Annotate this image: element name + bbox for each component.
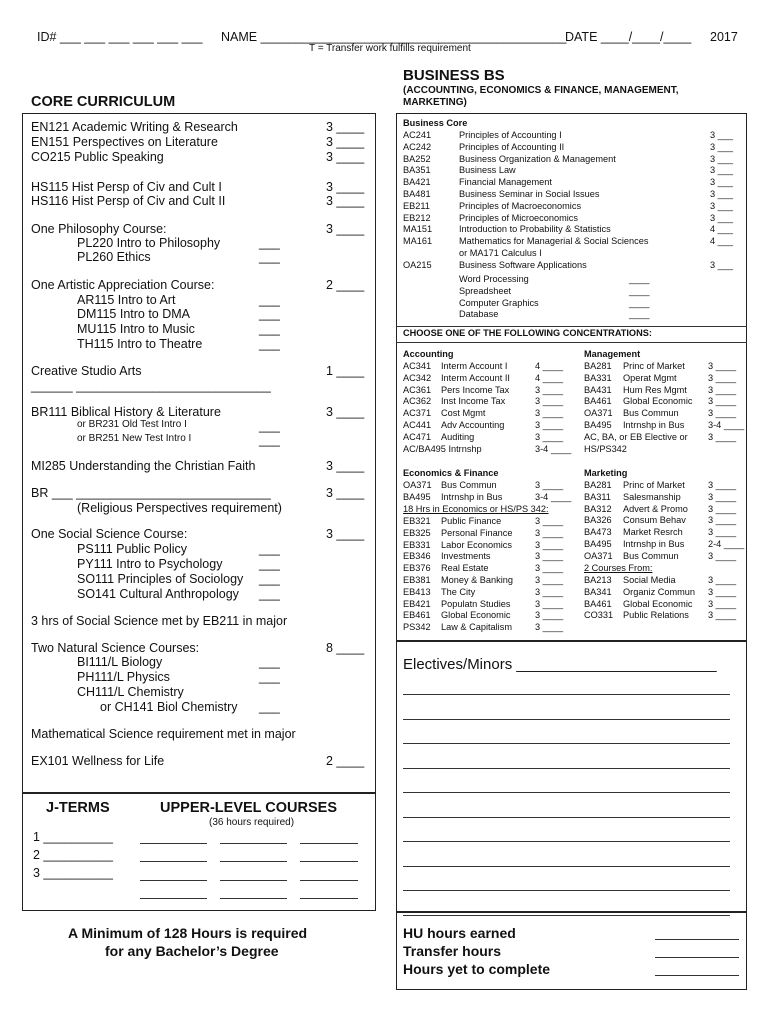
course-code: OA371 xyxy=(403,480,432,490)
course-title: Bus Commun xyxy=(441,480,497,490)
course-so141: SO141 Cultural Anthropology xyxy=(77,587,239,601)
course-dm115: DM115 Intro to DMA xyxy=(77,307,191,321)
course-code: AC/BA495 Intrnshp xyxy=(403,443,482,454)
course-code: OA215 xyxy=(403,259,432,270)
course-code: AC, BA, or EB Elective or xyxy=(584,431,688,442)
course-title: Princ of Market xyxy=(623,361,685,371)
hours-blank[interactable]: 3 ___ xyxy=(710,153,733,164)
check-blank[interactable]: ___ xyxy=(259,307,280,321)
check-blank[interactable]: ___ xyxy=(259,250,280,264)
elective-blank[interactable] xyxy=(403,792,730,793)
course-title: Financial Management xyxy=(459,177,552,188)
social-heading: One Social Science Course: xyxy=(31,527,188,541)
course-ch141: or CH141 Biol Chemistry xyxy=(100,700,238,714)
electives-box xyxy=(396,641,747,912)
software-item: Spreadsheet xyxy=(459,285,512,296)
hours-blank[interactable]: 3 ____ xyxy=(535,396,564,407)
course-code: EB376 xyxy=(403,563,431,574)
hours-blank[interactable]: 3 ____ xyxy=(535,431,564,442)
course-title: Introduction to Probability & Statistics xyxy=(459,224,611,235)
course-title: Public Finance xyxy=(441,516,502,526)
elective-blank[interactable] xyxy=(403,817,730,818)
minimum-line1: A Minimum of 128 Hours is required xyxy=(68,925,308,941)
course-title: Market Resrch xyxy=(623,527,683,538)
hours-blank[interactable]: 3 ____ xyxy=(326,527,365,541)
jterms-title: J-TERMS xyxy=(46,800,110,816)
upper-blank[interactable] xyxy=(140,880,207,881)
course-mi285: MI285 Understanding the Christian Faith xyxy=(31,459,256,473)
elective-blank[interactable] xyxy=(403,866,730,867)
course-code: AC371 xyxy=(403,408,432,419)
elective-blank[interactable] xyxy=(403,694,730,695)
course-py111: PY111 Intro to Psychology xyxy=(77,557,223,571)
course-title: Real Estate xyxy=(441,563,489,574)
course-en151: EN151 Perspectives on Literature xyxy=(31,135,218,149)
hours-blank[interactable]: 3 ____ xyxy=(708,480,737,490)
course-code: AC241 xyxy=(403,130,432,140)
hours-blank[interactable]: 3 ____ xyxy=(708,361,737,371)
jterm-blank[interactable]: 1 __________ xyxy=(33,830,113,844)
course-code: BA421 xyxy=(403,177,431,188)
course-title: Hum Res Mgmt xyxy=(623,384,687,395)
check-blank[interactable]: ___ xyxy=(259,322,280,336)
course-code: BA495 xyxy=(403,491,431,502)
course-title: Bus Commun xyxy=(623,408,679,419)
course-code: AC342 xyxy=(403,372,432,383)
course-code: EB212 xyxy=(403,212,431,223)
marketing-title: Marketing xyxy=(584,468,628,478)
upper-blank[interactable] xyxy=(140,861,207,862)
course-title: Organiz Commun xyxy=(623,586,695,597)
hours-blank[interactable]: 4 ____ xyxy=(535,361,564,371)
course-th115: TH115 Intro to Theatre xyxy=(77,337,203,351)
course-br111: BR111 Biblical History & Literature xyxy=(31,405,221,419)
course-code: EB211 xyxy=(403,200,430,211)
course-title: Law & Capitalism xyxy=(441,622,512,633)
course-br251: or BR251 New Test Intro I xyxy=(77,433,192,444)
course-code: BA341 xyxy=(584,586,612,597)
course-ph111: PH111/L Physics xyxy=(77,670,170,684)
upper-blank[interactable] xyxy=(220,880,287,881)
check-blank[interactable]: ___ xyxy=(259,433,280,447)
check-blank[interactable]: ___ xyxy=(259,572,280,586)
hours-blank[interactable]: 3-4 ____ xyxy=(535,443,572,454)
course-code: HS/PS342 xyxy=(584,443,627,454)
course-title: Personal Finance xyxy=(441,527,513,538)
hours-blank[interactable]: 3 ___ xyxy=(710,141,733,152)
hours-blank[interactable]: 4 ____ xyxy=(535,372,564,383)
course-title: Principles of Accounting I xyxy=(459,130,562,140)
course-code: EB413 xyxy=(403,586,431,597)
date-field[interactable]: DATE ____/____/____ xyxy=(565,30,692,44)
course-code: BA461 xyxy=(584,396,612,407)
course-code: BA351 xyxy=(403,165,431,176)
course-title: Principles of Macroeconomics xyxy=(459,200,582,211)
upper-blank[interactable] xyxy=(300,898,358,899)
hours-blank[interactable]: 3 ___ xyxy=(710,177,733,188)
upper-subtitle: (36 hours required) xyxy=(209,817,295,828)
check-blank[interactable]: ____ xyxy=(629,309,650,320)
elective-blank[interactable] xyxy=(403,841,730,842)
divider xyxy=(396,342,747,343)
check-blank[interactable]: ___ xyxy=(259,655,280,669)
course-code: EB421 xyxy=(403,598,431,609)
year-label: 2017 xyxy=(710,30,738,44)
hours-blank[interactable]: 3 ____ xyxy=(326,180,365,194)
course-title: Principles of Microeconomics xyxy=(459,212,578,223)
choose-heading: CHOOSE ONE OF THE FOLLOWING CONCENTRATIONS: xyxy=(403,328,652,338)
upper-blank[interactable] xyxy=(140,898,207,899)
course-title: Business Organization & Management xyxy=(459,153,616,164)
jterm-blank[interactable]: 2 __________ xyxy=(33,848,113,862)
hours-blank[interactable]: 3 ____ xyxy=(535,408,564,419)
hours-blank[interactable]: 3 ____ xyxy=(708,372,737,383)
hours-blank[interactable]: 3 ____ xyxy=(708,586,737,597)
hours-blank[interactable]: 3 ____ xyxy=(708,431,737,442)
hours-blank[interactable]: 3 ____ xyxy=(708,610,737,621)
hours-blank[interactable]: 3 ____ xyxy=(708,384,737,395)
hu-hours-label: HU hours earned xyxy=(403,925,516,941)
check-blank[interactable]: ___ xyxy=(259,587,280,601)
software-item: Computer Graphics xyxy=(459,297,539,308)
hours-blank[interactable]: 3 ____ xyxy=(326,150,365,164)
hu-hours-blank[interactable] xyxy=(655,939,739,940)
core-box xyxy=(22,113,376,793)
hours-blank[interactable]: 3 ____ xyxy=(708,550,737,561)
business-subtitle-2: MARKETING) xyxy=(403,97,467,108)
course-code: AC362 xyxy=(403,396,432,407)
course-code: AC471 xyxy=(403,431,432,442)
course-title: Interm Account II xyxy=(441,372,510,383)
course-code: EB381 xyxy=(403,575,431,585)
philosophy-heading: One Philosophy Course: xyxy=(31,222,167,236)
course-pl260: PL260 Ethics xyxy=(77,250,151,264)
course-code: BA331 xyxy=(584,372,612,383)
upper-blank[interactable] xyxy=(220,861,287,862)
course-title: Public Relations xyxy=(623,610,689,621)
course-code: EB331 xyxy=(403,539,431,550)
minimum-line2: for any Bachelor’s Degree xyxy=(105,943,279,959)
course-title: The City xyxy=(441,586,476,597)
course-hs116: HS116 Hist Persp of Civ and Cult II xyxy=(31,194,226,208)
core-title: CORE CURRICULUM xyxy=(31,94,176,110)
upper-blank[interactable] xyxy=(220,898,287,899)
course-title: Bus Commun xyxy=(623,550,679,561)
course-en121: EN121 Academic Writing & Research xyxy=(31,120,238,134)
electives-title[interactable]: Electives/Minors ________________________ xyxy=(403,656,717,673)
course-title: Mathematics for Managerial & Social Sciences xyxy=(459,236,649,247)
hours-blank[interactable]: 3 ____ xyxy=(708,491,737,502)
upper-blank[interactable] xyxy=(140,843,207,844)
course-title: Advert & Promo xyxy=(623,503,688,514)
transfer-hours-label: Transfer hours xyxy=(403,943,502,959)
id-field[interactable]: ID# ___ ___ ___ ___ ___ ___ xyxy=(37,30,203,44)
hours-blank[interactable]: 3 ___ xyxy=(710,212,733,223)
business-title: BUSINESS BS xyxy=(403,67,505,84)
course-ar115: AR115 Intro to Art xyxy=(77,293,176,307)
hours-yet-blank[interactable] xyxy=(655,975,739,976)
hours-blank[interactable]: 3 ___ xyxy=(710,165,733,176)
hours-blank[interactable]: 3 ___ xyxy=(710,200,733,211)
hours-blank[interactable]: 3 ____ xyxy=(535,598,564,609)
hours-blank[interactable]: 3 ____ xyxy=(326,194,365,208)
hours-blank[interactable]: 3 ____ xyxy=(535,622,564,633)
hours-blank[interactable]: 4 ___ xyxy=(710,224,733,235)
upper-title: UPPER-LEVEL COURSES xyxy=(160,800,337,816)
hours-blank[interactable]: 3 ____ xyxy=(708,515,737,526)
course-title: Princ of Market xyxy=(623,480,685,490)
hours-blank[interactable]: 3 ____ xyxy=(708,527,737,538)
creative-blank[interactable]: ______ ____________________________ xyxy=(31,379,271,393)
course-ps111: PS111 Public Policy xyxy=(77,542,188,556)
hours-blank[interactable]: 2 ____ xyxy=(326,754,365,768)
hours-blank[interactable]: 3 ____ xyxy=(535,575,564,585)
marketing-two-courses: 2 Courses From: xyxy=(584,563,653,573)
hours-blank[interactable]: 3 ____ xyxy=(535,480,564,490)
hours-blank[interactable]: 3 ____ xyxy=(535,516,564,526)
hours-blank[interactable]: 3 ____ xyxy=(326,486,365,500)
hours-blank[interactable]: 3 ___ xyxy=(710,259,733,270)
course-code: EB461 xyxy=(403,610,431,621)
accounting-title: Accounting xyxy=(403,349,454,359)
course-br-blank[interactable]: BR ___ ____________________________ xyxy=(31,486,271,500)
upper-blank[interactable] xyxy=(300,861,358,862)
elective-blank[interactable] xyxy=(403,719,730,720)
transfer-note: T = Transfer work fulfills requirement xyxy=(309,43,471,54)
course-code: AC242 xyxy=(403,141,432,152)
hours-blank[interactable]: 3-4 ____ xyxy=(708,420,745,430)
check-blank[interactable]: ____ xyxy=(629,274,650,284)
course-title: Operat Mgmt xyxy=(623,372,677,383)
hours-blank[interactable]: 3 ____ xyxy=(708,503,737,514)
course-code: EB346 xyxy=(403,551,431,562)
hours-blank[interactable]: 2-4 ____ xyxy=(708,539,745,549)
course-code: MA151 xyxy=(403,224,433,235)
jterm-blank[interactable]: 3 __________ xyxy=(33,866,113,880)
course-title: Populatn Studies xyxy=(441,598,511,609)
course-code: OA371 xyxy=(584,408,613,419)
hours-yet-label: Hours yet to complete xyxy=(403,961,551,977)
business-core-title: Business Core xyxy=(403,118,468,128)
course-title: Global Economic xyxy=(623,396,693,407)
software-item: Word Processing xyxy=(459,274,529,284)
hours-blank[interactable]: 3 ___ xyxy=(710,189,733,199)
math-note: Mathematical Science requirement met in major xyxy=(31,727,296,741)
religious-note: (Religious Perspectives requirement) xyxy=(77,501,282,515)
course-code: EB325 xyxy=(403,527,431,538)
software-item: Database xyxy=(459,309,499,320)
course-so111: SO111 Principles of Sociology xyxy=(77,572,244,586)
hours-blank[interactable]: 3 ____ xyxy=(708,575,737,585)
management-title: Management xyxy=(584,349,641,359)
course-hs115: HS115 Hist Persp of Civ and Cult I xyxy=(31,180,222,194)
course-ex101: EX101 Wellness for Life xyxy=(31,754,165,768)
course-title: Adv Accounting xyxy=(441,420,505,430)
hours-blank[interactable]: 3 ____ xyxy=(326,135,365,149)
course-title: Business Seminar in Social Issues xyxy=(459,189,600,199)
course-title: Principles of Accounting II xyxy=(459,141,565,152)
hours-blank[interactable]: 3 ____ xyxy=(708,598,737,609)
course-title: Intrnshp in Bus xyxy=(623,420,685,430)
course-ch111: CH111/L Chemistry xyxy=(77,685,184,699)
transfer-hours-blank[interactable] xyxy=(655,957,739,958)
check-blank[interactable]: ___ xyxy=(259,337,280,351)
course-code: PS342 xyxy=(403,622,431,633)
course-title: Business Software Applications xyxy=(459,259,587,270)
hours-blank[interactable]: 3 ____ xyxy=(708,396,737,407)
course-title: Cost Mgmt xyxy=(441,408,486,419)
course-title: Pers Income Tax xyxy=(441,384,510,395)
course-title: Social Media xyxy=(623,575,676,585)
course-pl220: PL220 Intro to Philosophy xyxy=(77,236,221,250)
course-title: Consum Behav xyxy=(623,515,686,526)
upper-blank[interactable] xyxy=(300,880,358,881)
check-blank[interactable]: ___ xyxy=(259,542,280,556)
course-code: BA311 xyxy=(584,491,611,502)
course-title: Money & Banking xyxy=(441,575,514,585)
course-code: AC441 xyxy=(403,420,432,430)
course-title: Intrnshp in Bus xyxy=(623,539,685,549)
hours-blank[interactable]: 3 ____ xyxy=(535,586,564,597)
check-blank[interactable]: ___ xyxy=(259,557,280,571)
check-blank[interactable]: ____ xyxy=(629,285,650,296)
check-blank[interactable]: ___ xyxy=(259,419,280,433)
hours-blank[interactable]: 3 ____ xyxy=(535,563,564,574)
course-code: EB321 xyxy=(403,516,431,526)
natural-heading: Two Natural Science Courses: xyxy=(31,641,200,655)
course-code: BA473 xyxy=(584,527,612,538)
hours-blank[interactable]: 3-4 ____ xyxy=(535,491,572,502)
course-title: Global Economic xyxy=(623,598,693,609)
course-code: BA281 xyxy=(584,480,612,490)
course-code: AC341 xyxy=(403,361,432,371)
course-code: BA495 xyxy=(584,420,612,430)
course-title: Business Law xyxy=(459,165,516,176)
upper-blank[interactable] xyxy=(220,843,287,844)
economics-requirement: 18 Hrs in Economics or HS/PS 342: xyxy=(403,504,549,514)
upper-blank[interactable] xyxy=(300,843,358,844)
divider xyxy=(396,326,747,327)
check-blank[interactable]: ___ xyxy=(259,293,280,307)
course-code: BA481 xyxy=(403,189,431,199)
course-mu115: MU115 Intro to Music xyxy=(77,322,195,336)
course-bi111: BI111/L Biology xyxy=(77,655,163,669)
course-title: Auditing xyxy=(441,431,475,442)
course-title: Intrnshp in Bus xyxy=(441,491,503,502)
course-co215: CO215 Public Speaking xyxy=(31,150,164,164)
course-code: BA326 xyxy=(584,515,612,526)
creative-heading: Creative Studio Arts xyxy=(31,364,142,378)
course-title: Interm Account I xyxy=(441,361,508,371)
check-blank[interactable]: ___ xyxy=(259,700,280,714)
economics-title: Economics & Finance xyxy=(403,468,499,478)
hours-blank[interactable]: 3 ____ xyxy=(326,120,365,134)
hours-blank[interactable]: 4 ___ xyxy=(710,236,733,247)
hours-blank[interactable]: 3 ____ xyxy=(535,551,564,562)
hours-blank[interactable]: 3 ____ xyxy=(535,420,564,430)
hours-blank[interactable]: 2 ____ xyxy=(326,278,365,292)
course-code: BA461 xyxy=(584,598,612,609)
art-heading: One Artistic Appreciation Course: xyxy=(31,278,215,292)
hours-blank[interactable]: 3 ____ xyxy=(535,384,564,395)
course-code: BA312 xyxy=(584,503,612,514)
elective-blank[interactable] xyxy=(403,890,730,891)
course-code: BA281 xyxy=(584,361,612,371)
elective-blank[interactable] xyxy=(403,768,730,769)
course-title: or MA171 Calculus I xyxy=(459,248,542,258)
course-code: CO331 xyxy=(584,610,614,621)
course-code: BA431 xyxy=(584,384,612,395)
course-code: BA213 xyxy=(584,575,612,585)
course-code: BA252 xyxy=(403,153,431,164)
hours-blank[interactable]: 8 ____ xyxy=(326,641,365,655)
course-code: OA371 xyxy=(584,550,613,561)
hours-blank[interactable]: 3 ____ xyxy=(535,610,564,621)
hours-blank[interactable]: 3 ____ xyxy=(326,405,365,419)
course-title: Labor Economics xyxy=(441,539,512,550)
course-br231: or BR231 Old Test Intro I xyxy=(77,419,187,430)
social-note: 3 hrs of Social Science met by EB211 in major xyxy=(31,614,288,628)
hours-blank[interactable]: 3 ____ xyxy=(326,459,365,473)
hours-blank[interactable]: 3 ___ xyxy=(710,130,733,140)
business-subtitle-1: (ACCOUNTING, ECONOMICS & FINANCE, MANAGEMENT, xyxy=(403,85,679,96)
hours-blank[interactable]: 3 ____ xyxy=(326,222,365,236)
name-field[interactable]: NAME ____________________________________________ xyxy=(221,30,567,44)
check-blank[interactable]: ___ xyxy=(259,236,280,250)
elective-blank[interactable] xyxy=(403,743,730,744)
course-code: BA495 xyxy=(584,539,612,549)
hours-blank[interactable]: 3 ____ xyxy=(708,408,737,419)
course-title: Inst Income Tax xyxy=(441,396,506,407)
course-code: MA161 xyxy=(403,236,433,247)
hours-blank[interactable]: 3 ____ xyxy=(535,527,564,538)
check-blank[interactable]: ____ xyxy=(629,297,650,308)
course-title: Global Economic xyxy=(441,610,511,621)
course-code: AC361 xyxy=(403,384,432,395)
check-blank[interactable]: ___ xyxy=(259,670,280,684)
hours-blank[interactable]: 1 ____ xyxy=(326,364,365,378)
course-title: Investments xyxy=(441,551,491,562)
hours-blank[interactable]: 3 ____ xyxy=(535,539,564,550)
course-title: Salesmanship xyxy=(623,491,681,502)
